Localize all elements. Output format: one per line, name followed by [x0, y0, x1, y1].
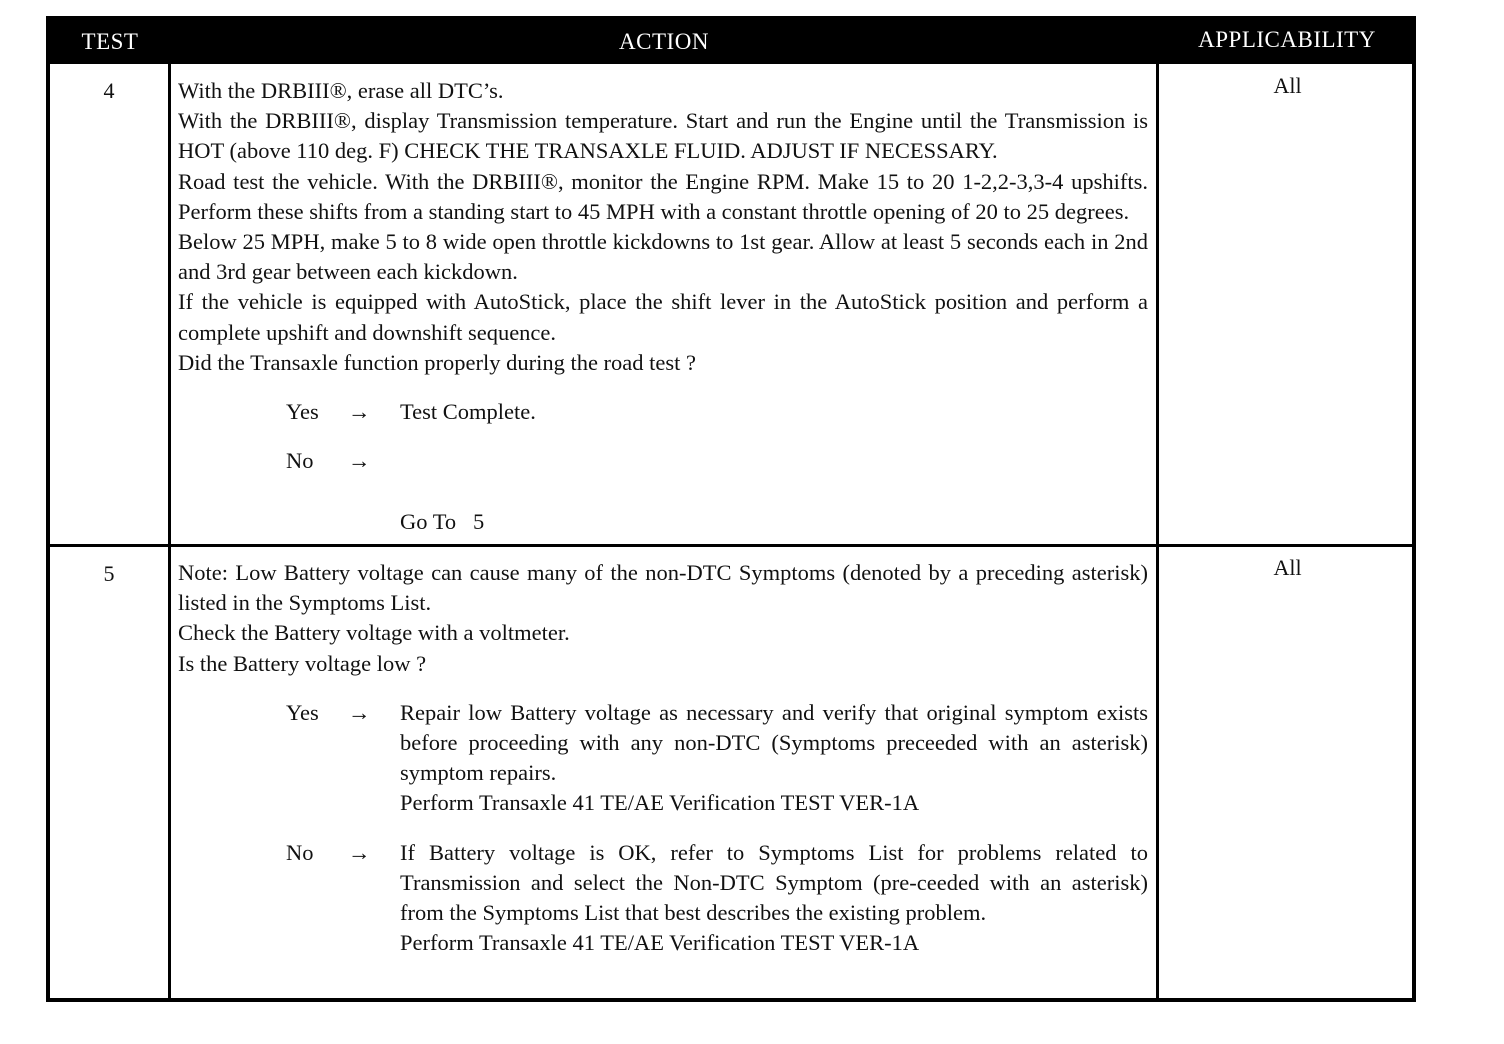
action-paragraph: Road test the vehicle. With the DRBIII®, monitor the Engine RPM. Make 15 to 20 1-2,2-3,3-4 upshifts. Perform these shifts from a standing start to 45 MPH with a constant throttle opening of 20 to 25 degrees. — [178, 168, 1148, 224]
result-line: Perform Transaxle 41 TE/AE Verification TEST VER-1A — [400, 930, 920, 956]
result-line: If Battery voltage is OK, refer to Symptoms List for problems related to Transmission and select the Non-DTC Symptom (pre-ceeded with an asterisk) from the Symptoms List that best describes the existing problem. — [400, 839, 1148, 926]
yes-response — [286, 698, 1148, 819]
result-line: Perform Transaxle 41 TE/AE Verification TEST VER-1A — [400, 790, 920, 816]
header-test: TEST — [81, 29, 139, 54]
action-paragraph: With the DRBIII®, erase all DTC’s. — [178, 78, 504, 103]
no-label: No — [286, 839, 314, 865]
column-divider — [168, 61, 171, 998]
action-paragraph: If the vehicle is equipped with AutoStick, place the shift lever in the AutoStick position and perform a complete upshift and downshift sequence. — [178, 289, 1148, 345]
column-divider — [1156, 61, 1159, 998]
header-action: ACTION — [619, 29, 709, 54]
test-number-4: 4 — [103, 78, 115, 103]
table-header-row — [50, 20, 1412, 61]
arrow-right-icon: → — [348, 448, 371, 474]
yes-result — [400, 698, 1148, 819]
action-paragraph: Below 25 MPH, make 5 to 8 wide open throttle kickdowns to 1st gear. Allow at least 5 seconds each in 2nd and 3rd gear between each kickdown. — [178, 229, 1148, 285]
result-line: Go To 5 — [400, 508, 485, 534]
yes-label: Yes — [286, 399, 319, 425]
result-line: Repair low Battery voltage as necessary and verify that original symptom exists before proceeding with any non-DTC (Symptoms preceeded with an asterisk) symptom repairs. — [400, 699, 1148, 786]
no-response — [286, 838, 1148, 959]
action-paragraph: Is the Battery voltage low ? — [178, 650, 427, 676]
arrow-right-icon: → — [348, 699, 371, 725]
action-paragraph: Did the Transaxle function properly during the road test ? — [178, 349, 697, 375]
action-paragraph: With the DRBIII®, display Transmission temperature. Start and run the Engine until the Transmission is HOT (above 110 deg. F) CHECK THE TRANSAXLE FLUID. ADJUST IF NECESSARY. — [178, 108, 1148, 164]
no-result — [400, 838, 1148, 959]
no-label: No — [286, 448, 314, 474]
yes-label: Yes — [286, 699, 319, 725]
yes-response — [286, 397, 1148, 427]
action-paragraph: Check the Battery voltage with a voltmeter. — [178, 620, 570, 646]
action-cell-test-4 — [178, 76, 1148, 597]
arrow-right-icon: → — [348, 839, 371, 865]
diagnostic-test-table — [46, 16, 1416, 1002]
header-applicability: APPLICABILITY — [1198, 27, 1376, 52]
yes-result — [400, 397, 1148, 427]
test-number-5: 5 — [103, 561, 115, 586]
action-paragraph: Note: Low Battery voltage can cause many of the non-DTC Symptoms (denoted by a preceding asterisk) listed in the Symptoms List. — [178, 560, 1148, 616]
applicability-5: All — [1273, 555, 1302, 580]
applicability-4: All — [1273, 73, 1302, 98]
result-line: Test Complete. — [400, 399, 536, 425]
action-cell-test-5 — [178, 558, 1148, 958]
arrow-right-icon: → — [348, 399, 371, 425]
row-divider — [50, 61, 1412, 64]
